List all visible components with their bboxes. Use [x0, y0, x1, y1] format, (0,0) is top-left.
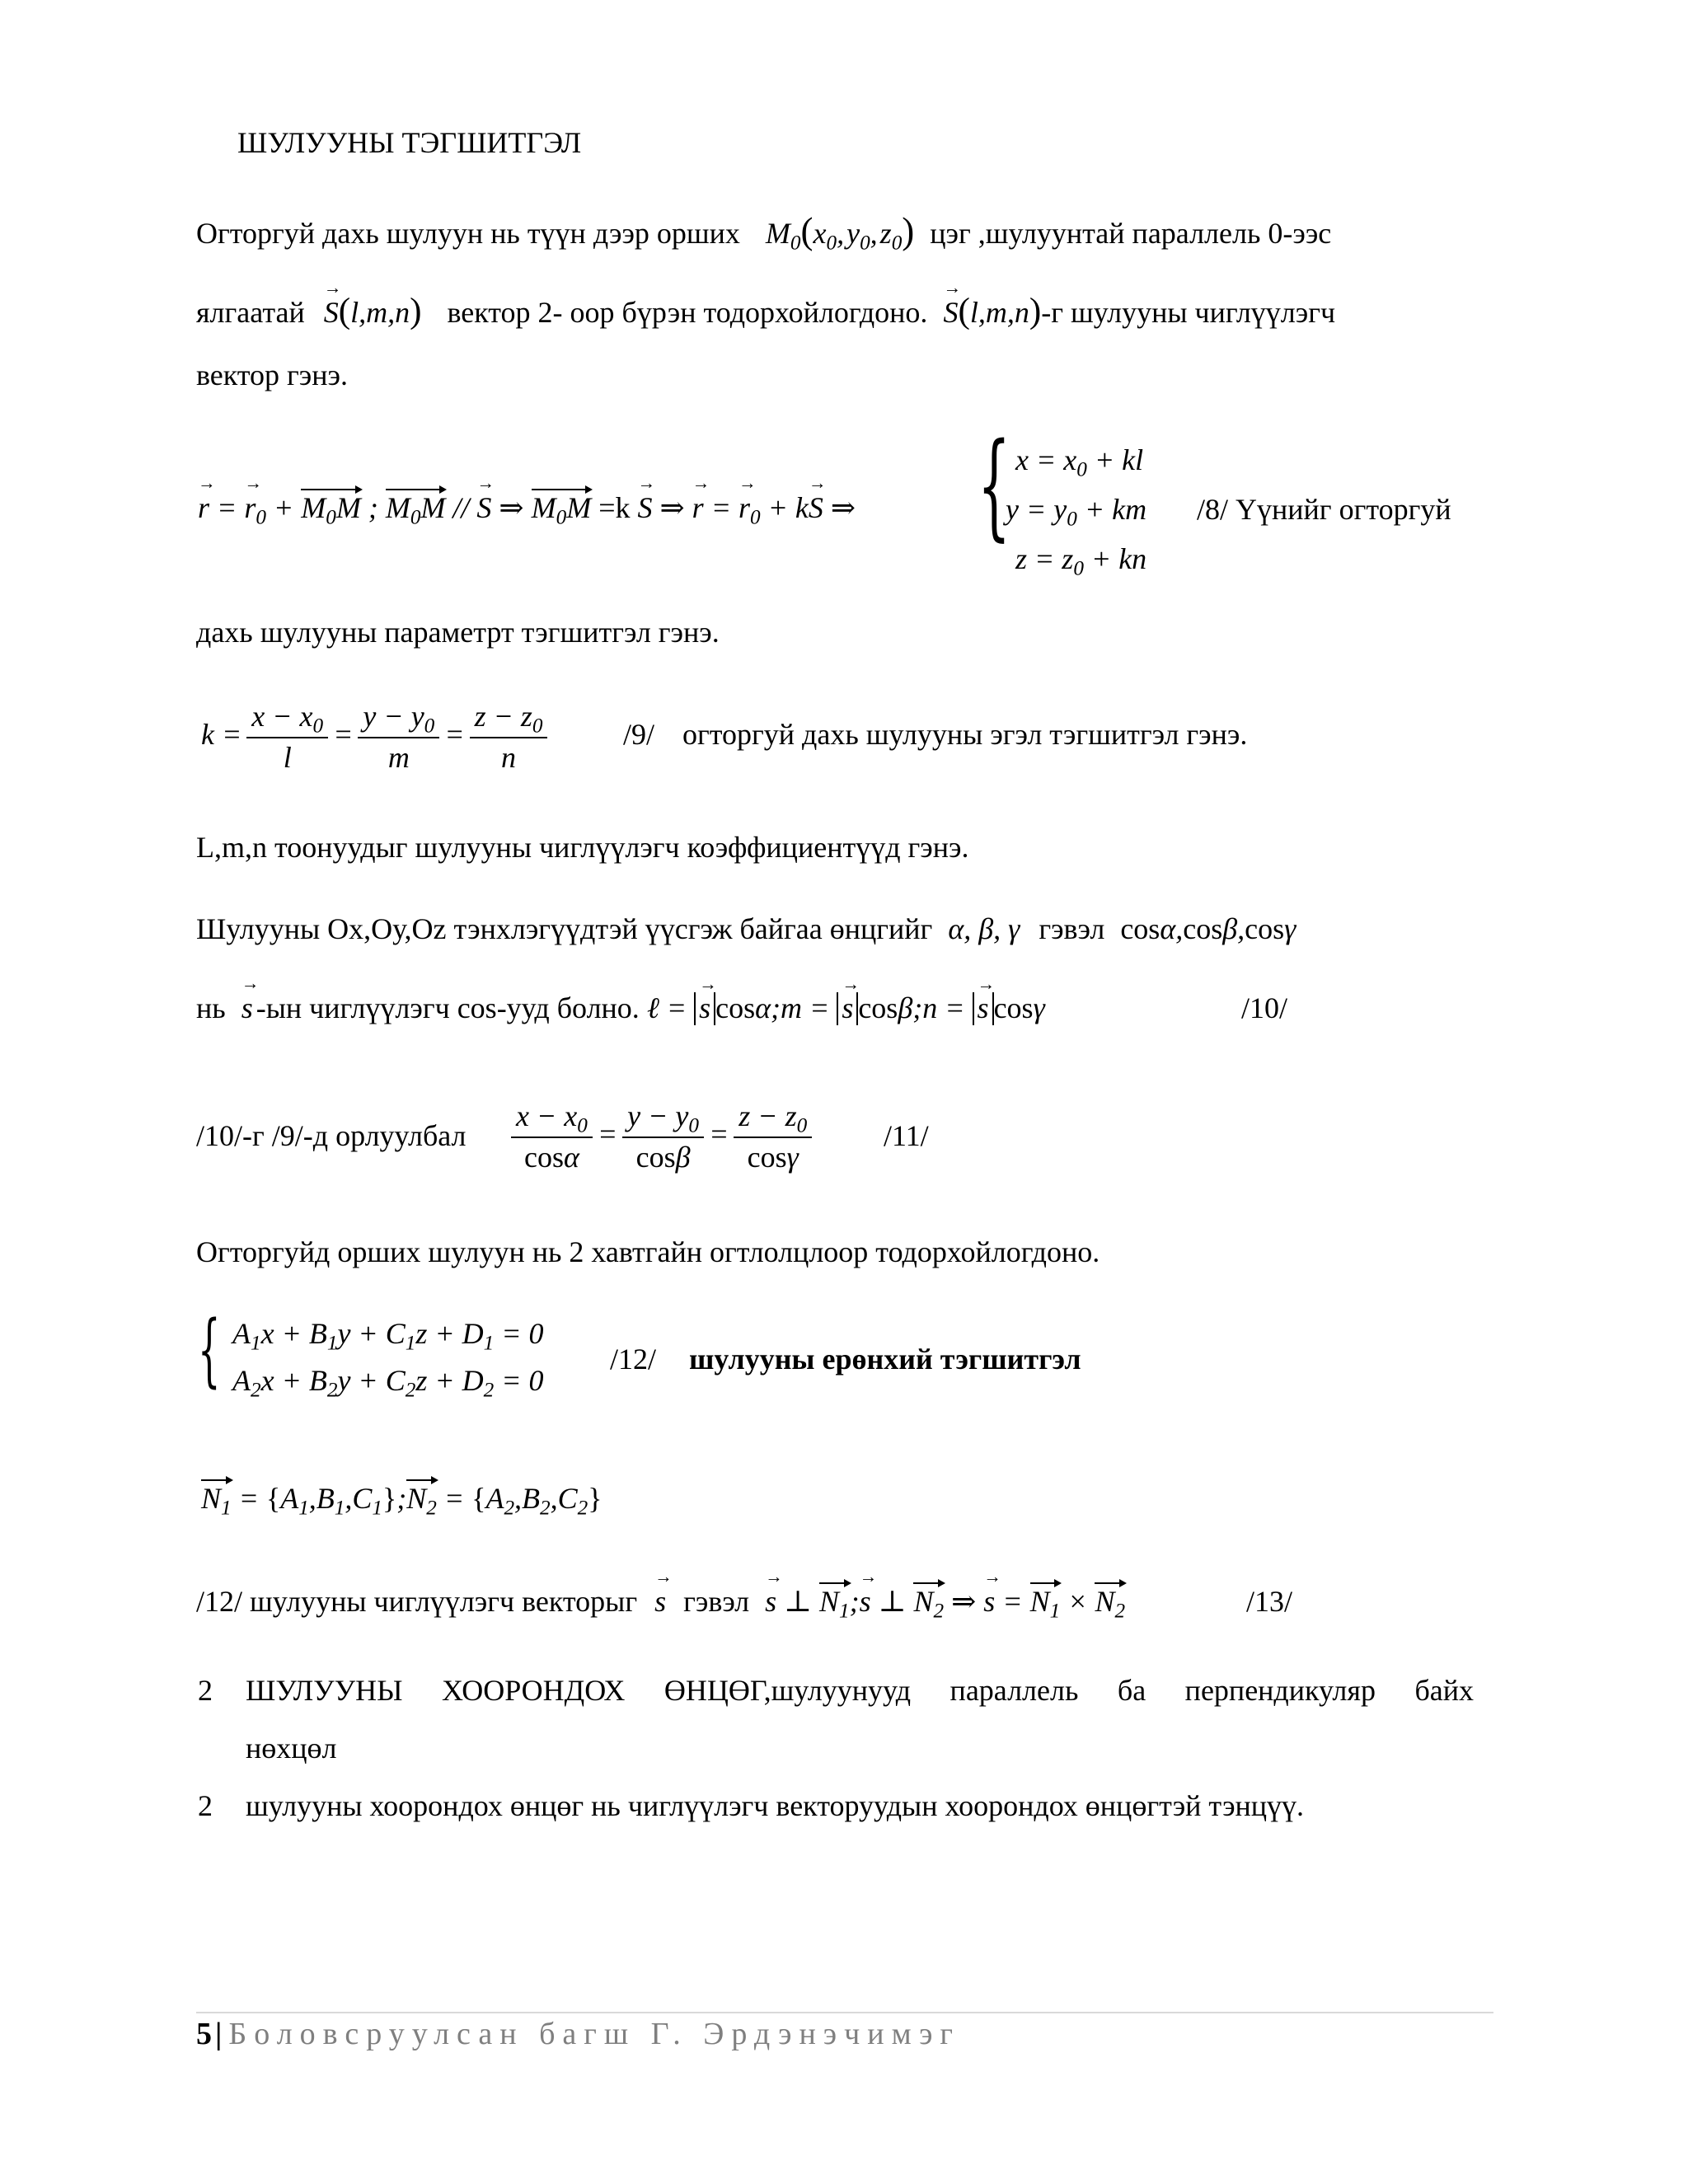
text-span: нь [196, 991, 226, 1024]
parametric-eq-x: $x = x_0$ + kl [1015, 443, 1144, 481]
cosine-canonical-equation: $\frac{x - x_0}{\cos\alpha}$ = $\frac{y - y_0}{\cos\beta}$ = $\frac{z - z_0}{\cos\gamma}$ [506, 1100, 817, 1174]
vector-s: → s [241, 989, 253, 1028]
list-item-number: 2 [198, 1674, 213, 1707]
vector-formula: → S(l,m,n) [943, 296, 1041, 329]
cross-product-formula: → s ⊥ $N_1;\to s$ ⊥ $N_2$ ⇒ → $s = N_1 \times N_2$ [765, 1585, 1125, 1618]
list-item: шулууны хоорондох өнцөг нь чиглүүлэгч векторуудын хоорондох өнцөгтэй тэнцүү. [246, 1789, 1305, 1822]
text-span: Шулууны Ох,Оу,Оz тэнхлэгүүдтэй үүсгэж байгаа өнцгийг [196, 912, 933, 945]
direction-cosines: ℓ = → s cosα;m = → s cosβ;n = → s cosγ [647, 991, 1045, 1024]
text-span: -ын чиглүүлэгч cos-ууд болно. [256, 991, 640, 1024]
text-span: огторгуй дахь шулууны эгэл тэгшитгэл гэнэ. [682, 718, 1248, 751]
equation-label-9: /9/ [623, 718, 655, 751]
text-span: -г шулууны чиглүүлэгч [1041, 296, 1336, 329]
equation-label-11: /11/ [884, 1119, 929, 1152]
equation-label-10: /10/ [1241, 991, 1288, 1024]
paragraph-line: дахь шулууны параметрт тэгшитгэл гэнэ. [196, 616, 720, 649]
page-title: ШУЛУУНЫ ТЭГШИТГЭЛ [237, 126, 582, 159]
vector-s: → s [654, 1582, 666, 1621]
equation-label-13: /13/ [1246, 1585, 1293, 1618]
cosine-list: cosα,cosβ,cosγ [1120, 912, 1296, 945]
paragraph-line: вектор гэнэ. [196, 359, 348, 391]
text-span: Огторгуй дахь шулуун нь түүн дээр орших [196, 217, 740, 250]
footer-divider [196, 2012, 1493, 2013]
text-span: /12/ шулууны чиглүүлэгч векторыг [196, 1585, 638, 1618]
parametric-eq-y: $y = y_0$ + km [1006, 493, 1147, 531]
text-span: вектор 2- оор бүрэн тодорхойлогдоно. [447, 296, 928, 329]
text-span: /10/-г /9/-д орлуулбал [196, 1119, 467, 1152]
paragraph-line [196, 1582, 1125, 1621]
paragraph-line: L,m,n тоонуудыг шулууны чиглүүлэгч коэффициентүүд гэнэ. [196, 831, 969, 864]
canonical-equation: k = $\frac{x - x_0}{l}$ = $\frac{y - y_0}{m}$ = $\frac{z - z_0}{n}$ [201, 701, 552, 774]
point-formula: $M_0(x_0$, $y_0$, $z_0$) [765, 210, 915, 255]
plane-equation-2: $A_2x + B_2y + C_2z + D_2 = 0$ [232, 1364, 544, 1402]
text-span: гэвэл [1039, 912, 1105, 945]
normal-vectors: $N_1$ = $\{A_1,B_1,C_1\};N_2 = \{A_2,B_2,C_2\}$ [201, 1479, 603, 1518]
text-span: ялгаатай [196, 296, 305, 329]
paragraph-line [196, 207, 1331, 255]
list-item-number: 2 [198, 1789, 213, 1822]
paragraph-line: Огторгуйд орших шулуун нь 2 хавтгайн огтлолцлоор тодорхойлогдоно. [196, 1235, 1100, 1268]
left-brace: { [978, 419, 1011, 553]
emphasis-text: шулууны ерөнхий тэгшитгэл [689, 1343, 1081, 1376]
paragraph-line [196, 910, 1296, 949]
page-number: 5 [196, 2017, 212, 2051]
left-brace: { [198, 1304, 221, 1396]
angle-symbols: α, β, γ [948, 912, 1020, 945]
vector-equation: → r = → $r_0 + M_0M$ ; $M_0M$ // → S ⇒ $M_0M =k \to S$ ⇒ → r = → $r_0 + k\to S$ ⇒ [198, 489, 856, 527]
paragraph-line [196, 288, 1335, 335]
plane-equation-1: $A_1x + B_1y + C_1z + D_1 = 0$ [232, 1317, 544, 1355]
vector-formula: → S(l,m,n) [324, 296, 422, 329]
equation-label-12: /12/ [610, 1343, 657, 1376]
footer-separator: | [215, 2017, 223, 2051]
footer-author: Боловсруулсан багш Г. Эрдэнэчимэг [228, 2017, 960, 2051]
text-span: гэвэл [683, 1585, 750, 1618]
equation-label-8: /8/ Үүнийг огторгуй [1197, 493, 1451, 526]
parametric-eq-z: $z = z_0$ + kn [1015, 542, 1147, 580]
list-item-continuation: нөхцөл [246, 1732, 337, 1765]
list-item: ШУЛУУНЫ ХООРОНДОХ ӨНЦӨГ,шулуунууд параллель ба перпендикуляр байх [246, 1674, 1474, 1707]
paragraph-line [196, 989, 1045, 1028]
page-footer [196, 2016, 960, 2052]
text-span: цэг ,шулуунтай параллель 0-ээс [930, 217, 1332, 250]
